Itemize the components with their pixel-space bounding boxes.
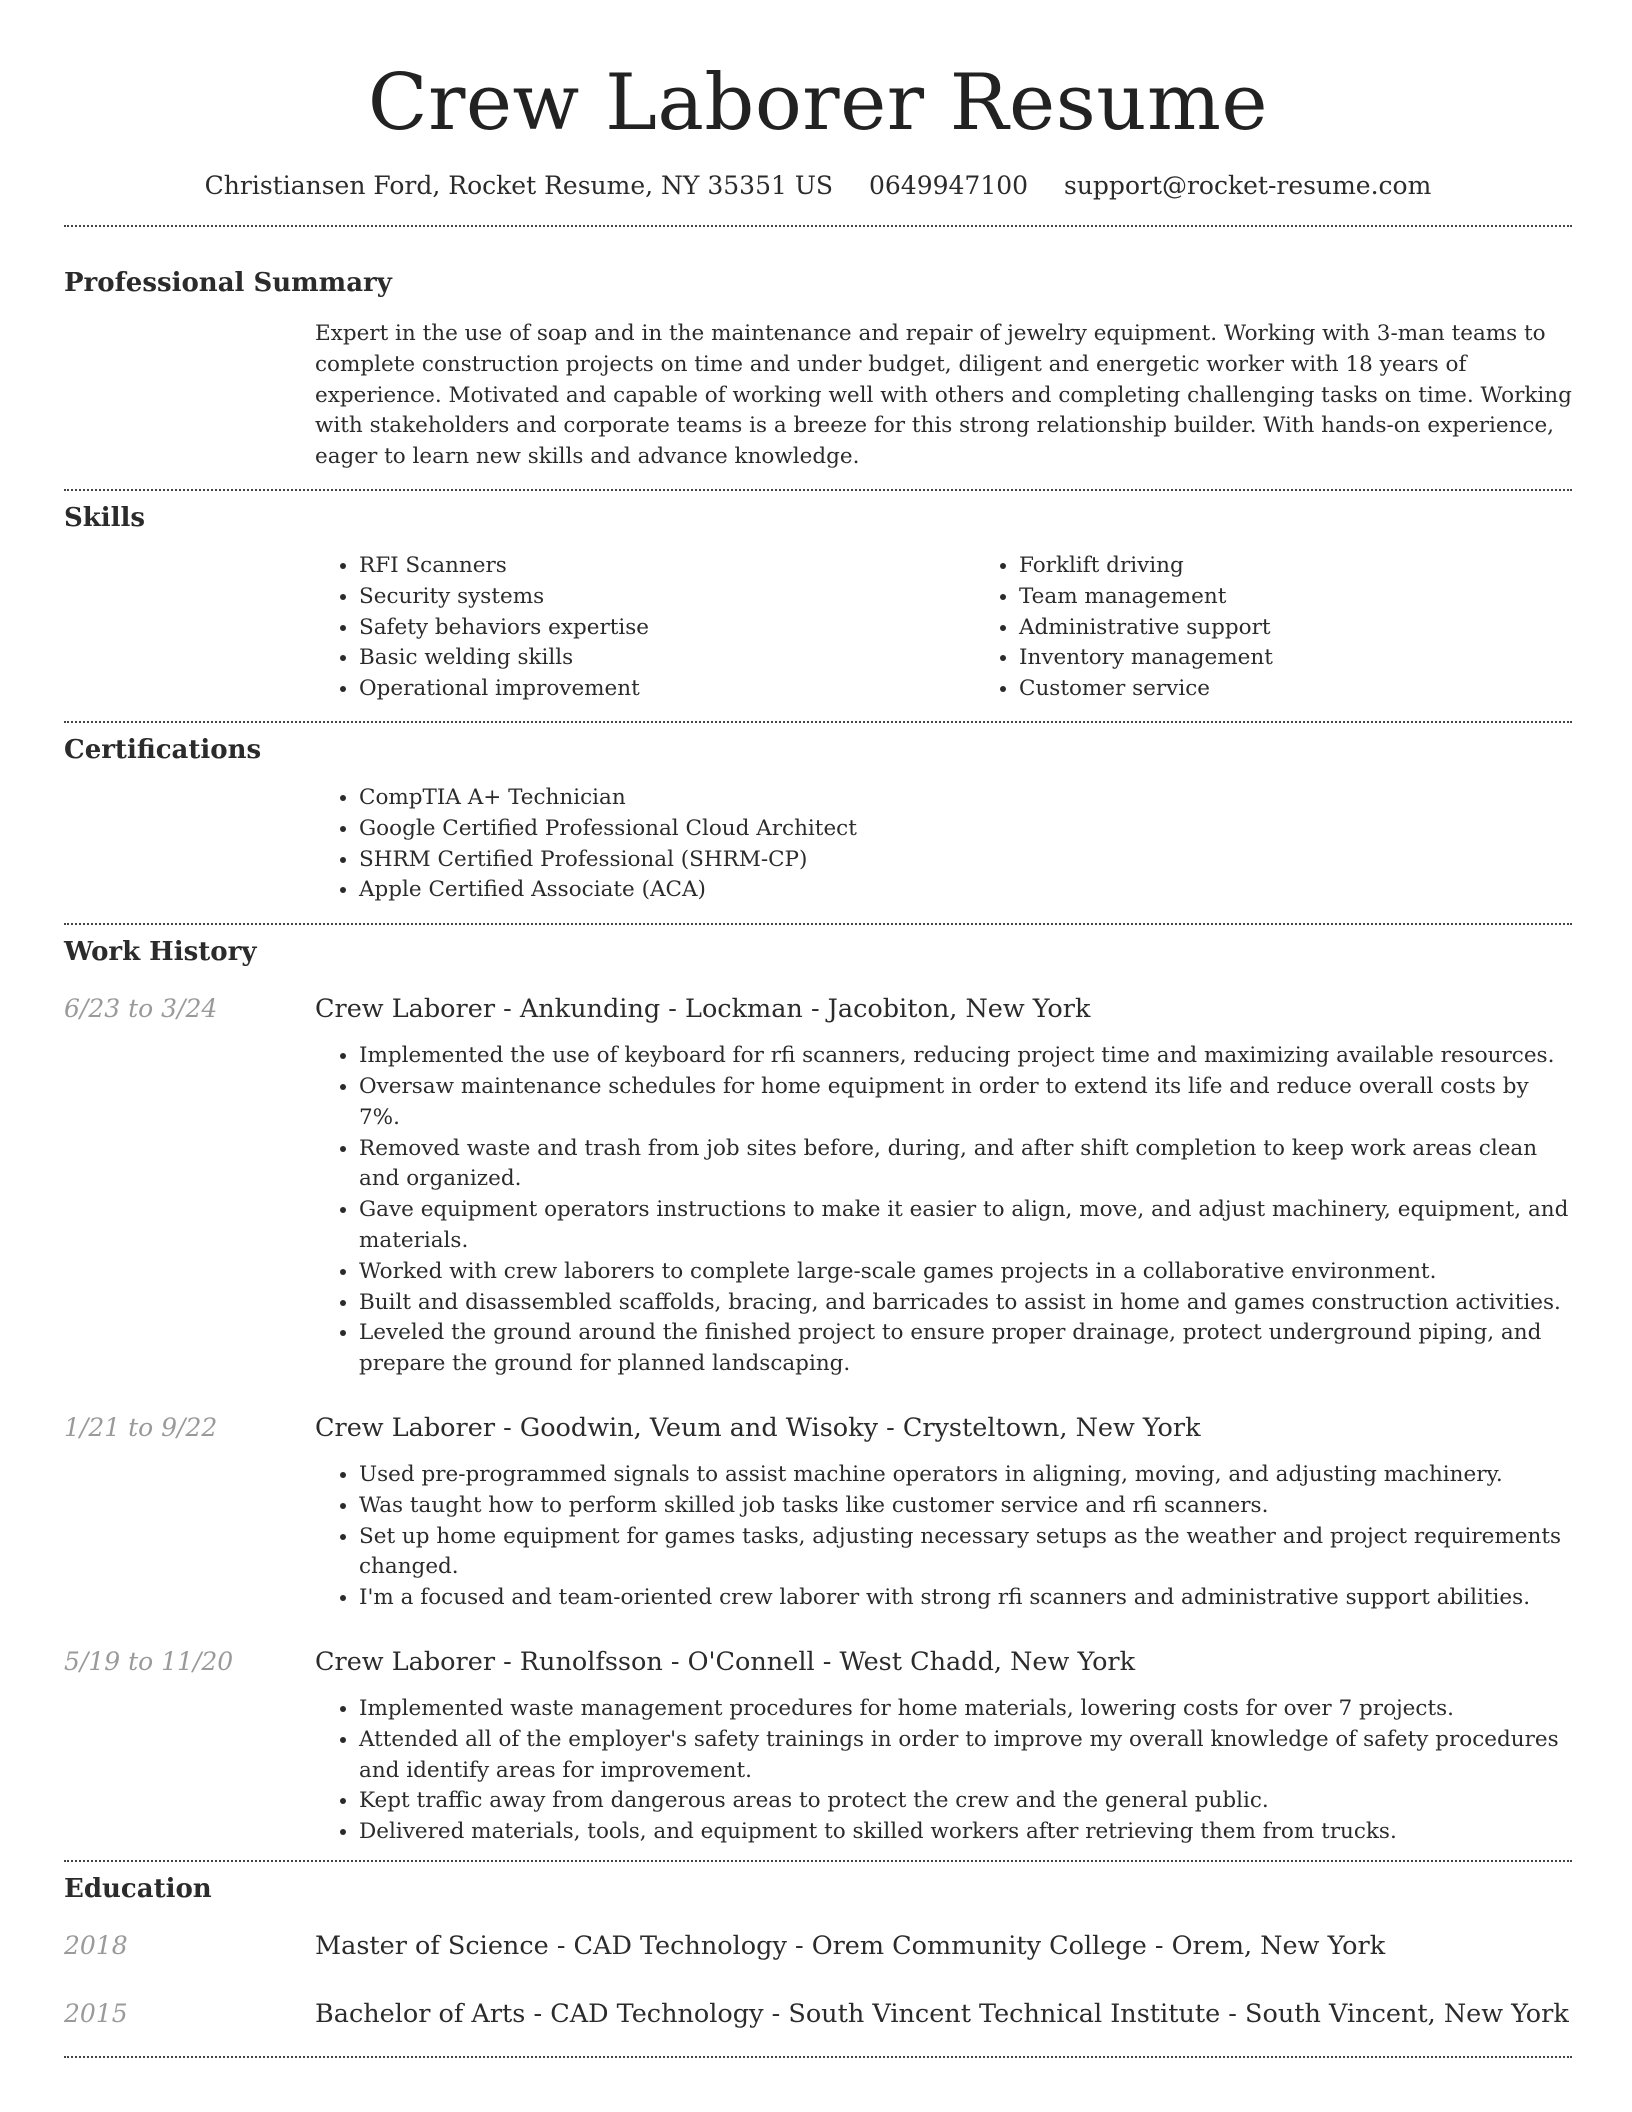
job-bullet: • Worked with crew laborers to complete large-scale games projects in a collaborative environment. [359, 1257, 1572, 1288]
job-bullet: • Implemented the use of keyboard for rfi scanners, reducing project time and maximizing available resources. [359, 1041, 1572, 1072]
skill-item: • Basic welding skills [359, 643, 975, 674]
job-bullet: • Built and disassembled scaffolds, bracing, and barricades to assist in home and games construction activities. [359, 1288, 1572, 1319]
job-entry [64, 1646, 1572, 1848]
job-title: Crew Laborer - Runolfsson - O'Connell - West Chadd, New York [315, 1646, 1136, 1677]
divider [64, 2056, 1572, 2058]
job-bullets [315, 1460, 1572, 1614]
divider [64, 721, 1572, 723]
summary-section [64, 267, 1572, 473]
certifications-list [315, 783, 1572, 906]
job-title: Crew Laborer - Ankunding - Lockman - Jacobiton, New York [315, 994, 1091, 1025]
resume-title: Crew Laborer Resume [367, 58, 1269, 148]
education-degree: Bachelor of Arts - CAD Technology - South Vincent Technical Institute - South Vincent, New York [315, 1998, 1569, 2029]
skill-item: • Operational improvement [359, 674, 975, 705]
job-bullet: • Delivered materials, tools, and equipment to skilled workers after retrieving them from trucks. [359, 1817, 1572, 1848]
skill-item: • Customer service [1019, 674, 1632, 705]
education-heading: Education [64, 1873, 212, 1904]
certifications-heading: Certifications [64, 734, 262, 765]
job-bullet: • Removed waste and trash from job sites before, during, and after shift completion to keep work areas clean and organized. [359, 1134, 1572, 1196]
education-year: 2015 [64, 1998, 128, 2028]
skill-item: • Administrative support [1019, 613, 1632, 644]
job-dates: 6/23 to 3/24 [64, 994, 218, 1024]
certification-item: • Apple Certified Associate (ACA) [359, 875, 1572, 906]
skills-list-left [315, 551, 975, 705]
education-entry [64, 1998, 1572, 2046]
divider [64, 1860, 1572, 1862]
certifications-content [315, 783, 1572, 906]
job-bullet: • Gave equipment operators instructions to make it easier to align, move, and adjust machinery, equipment, and materials. [359, 1195, 1572, 1257]
job-bullet: • Oversaw maintenance schedules for home equipment in order to extend its life and reduce overall costs by 7%. [359, 1072, 1572, 1134]
job-entry [64, 993, 1572, 1380]
resume-page [64, 0, 1572, 2058]
education-degree: Master of Science - CAD Technology - Orem Community College - Orem, New York [315, 1930, 1386, 1961]
summary-heading: Professional Summary [64, 268, 392, 298]
skills-section [64, 502, 1572, 705]
job-details [315, 1460, 1572, 1614]
contact-line [64, 170, 1572, 202]
work-heading: Work History [64, 937, 257, 968]
skills-list-right [975, 551, 1632, 705]
skills-columns [315, 551, 1572, 705]
certifications-section [64, 734, 1572, 906]
skill-item: • Inventory management [1019, 643, 1632, 674]
skill-item: • Security systems [359, 582, 975, 613]
education-entry [64, 1930, 1572, 1998]
certification-item: • SHRM Certified Professional (SHRM-CP) [359, 845, 1572, 876]
job-bullets [315, 1694, 1572, 1848]
contact-address: Christiansen Ford, Rocket Resume, NY 35351 US [204, 171, 834, 200]
job-bullet: • Set up home equipment for games tasks, adjusting necessary setups as the weather and project requirements changed. [359, 1522, 1572, 1584]
skill-item: • Team management [1019, 582, 1632, 613]
job-title: Crew Laborer - Goodwin, Veum and Wisoky - Crysteltown, New York [315, 1412, 1201, 1443]
skill-item: • Forklift driving [1019, 551, 1632, 582]
job-details [315, 1694, 1572, 1848]
contact-email: support@rocket-resume.com [1064, 171, 1432, 200]
job-bullet: • Leveled the ground around the finished project to ensure proper drainage, protect underground piping, and prepare the ground for planned landscaping. [359, 1318, 1572, 1380]
summary-text: Expert in the use of soap and in the maintenance and repair of jewelry equipment. Working with 3-man teams to complete construction projects on time and under budget, diligent and energetic worker with 18 years of experience. Motivated and capable of working well with others and completing challenging tasks on time. Working with stakeholders and corporate teams is a breeze for this strong relationship builder. With hands-on experience, eager to learn new skills and advance knowledge. [315, 321, 1572, 470]
work-section [64, 936, 1572, 1848]
job-bullets [315, 1041, 1572, 1380]
skills-heading: Skills [64, 502, 146, 533]
job-details [315, 1041, 1572, 1380]
certification-item: • Google Certified Professional Cloud Architect [359, 814, 1572, 845]
job-bullet: • Attended all of the employer's safety trainings in order to improve my overall knowledge of safety procedures and identify areas for improvement. [359, 1725, 1572, 1787]
job-entry [64, 1412, 1572, 1614]
education-year: 2018 [64, 1930, 128, 1960]
job-bullet: • I'm a focused and team-oriented crew laborer with strong rfi scanners and administrative support abilities. [359, 1583, 1572, 1614]
divider [64, 923, 1572, 925]
education-section [64, 1873, 1572, 2046]
job-bullet: • Used pre-programmed signals to assist machine operators in aligning, moving, and adjusting machinery. [359, 1460, 1572, 1491]
certification-item: • CompTIA A+ Technician [359, 783, 1572, 814]
job-bullet: • Kept traffic away from dangerous areas to protect the crew and the general public. [359, 1786, 1572, 1817]
skill-item: • Safety behaviors expertise [359, 613, 975, 644]
job-dates: 1/21 to 9/22 [64, 1412, 218, 1442]
divider [64, 225, 1572, 227]
divider [64, 489, 1572, 491]
job-dates: 5/19 to 11/20 [64, 1646, 234, 1676]
contact-phone: 0649947100 [868, 171, 1029, 200]
job-bullet: • Was taught how to perform skilled job tasks like customer service and rfi scanners. [359, 1491, 1572, 1522]
skill-item: • RFI Scanners [359, 551, 975, 582]
job-bullet: • Implemented waste management procedures for home materials, lowering costs for over 7 projects. [359, 1694, 1572, 1725]
